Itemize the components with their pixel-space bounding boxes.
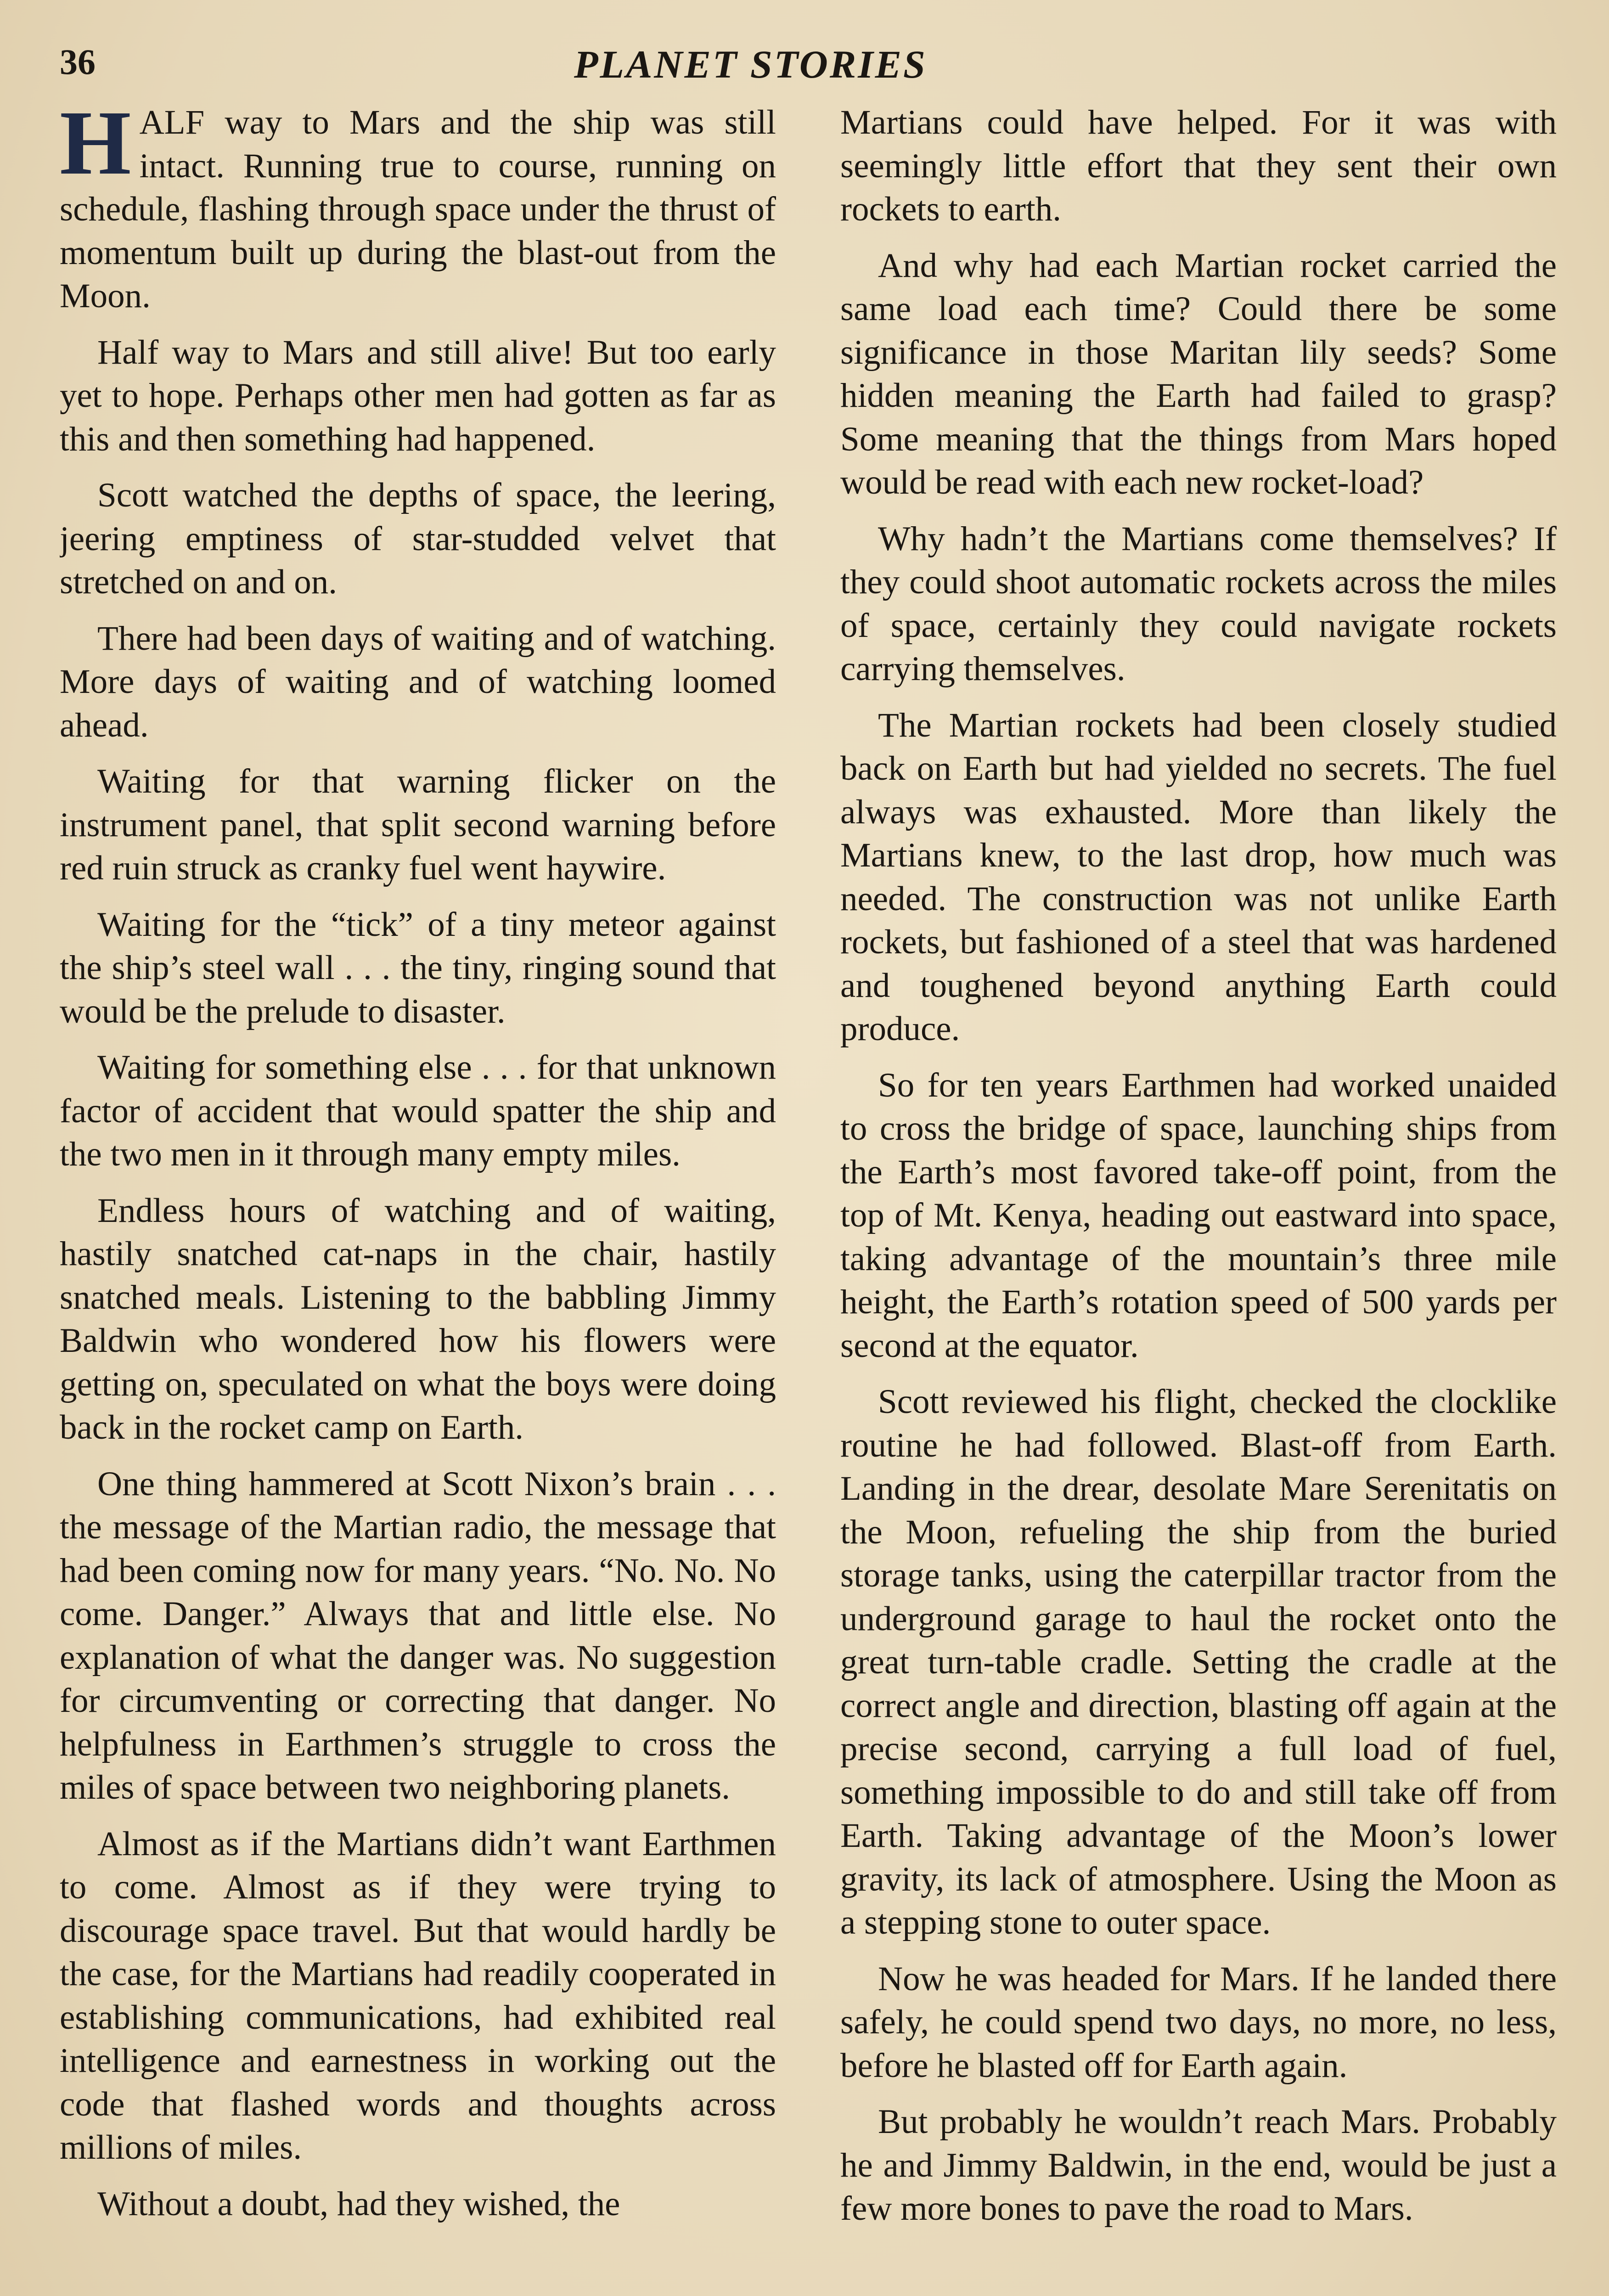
paragraph: And why had each Martian rocket carried the same load each time? Could there be some significance in those Maritan lily seeds? Some hidden meaning the Earth had failed to grasp? Some meaning that the things from Mars hoped would be read with each new rocket-load? [840, 246, 1557, 501]
paragraph: Why hadn’t the Martians come themselves? If they could shoot automatic rockets across the miles of space, certainly they could navigate rockets carrying themselves. [840, 519, 1557, 688]
paragraph: There had been days of waiting and of watching. More days of waiting and of watching loomed ahead. [60, 619, 776, 744]
paragraph: Almost as if the Martians didn’t want Earthmen to come. Almost as if they were trying to discourage space travel. But that would hardly be the case, for the Martians had readily cooperated in establishing communications, had exhibited real intelligence and earnestness in working out the code that flashed words and thoughts across millions of miles. [60, 1824, 776, 2167]
paragraph: The Martian rockets had been closely studied back on Earth but had yielded no secrets. The fuel always was exhausted. More than likely the Martians knew, to the last drop, how much was needed. The construction was not unlike Earth rockets, but fashioned of a steel that was hardened and toughened beyond anything Earth could produce. [840, 706, 1557, 1048]
paragraph: But probably he wouldn’t reach Mars. Probably he and Jimmy Baldwin, in the end, would be just a few more bones to pave the road to Mars. [840, 2103, 1557, 2228]
page-number: 36 [60, 42, 96, 82]
paragraph: Waiting for the “tick” of a tiny meteor against the ship’s steel wall . . . the tiny, ringing sound that would be the prelude to disaster. [60, 905, 776, 1030]
paragraph: Scott reviewed his flight, checked the clocklike routine he had followed. Blast-off from Earth. Landing in the drear, desolate Mare Serenitatis on the Moon, refueling the ship from the buried storage tanks, using the caterpillar tractor from the underground garage to haul the rocket onto the great turn-table cradle. Setting the cradle at the correct angle and direction, blasting off again at the precise second, carrying a full load of fuel, something impossible to do and still take off from Earth. Taking advantage of the Moon’s lower gravity, its lack of atmosphere. Using the Moon as a stepping stone to outer space. [840, 1383, 1557, 1941]
paragraph: Waiting for that warning flicker on the instrument panel, that split second warning before red ruin struck as cranky fuel went haywire. [60, 762, 776, 887]
story-columns [60, 101, 1557, 2296]
opening-paragraph [60, 101, 776, 318]
paragraph: One thing hammered at Scott Nixon’s brain . . . the message of the Martian radio, the message that had been coming now for many years. “No. No. No come. Danger.” Always that and little else. No explanation of what the danger was. No suggestion for circumventing or correcting that danger. No helpfulness in Earthmen’s struggle to cross the miles of space between two neighboring planets. [60, 1464, 776, 1806]
paragraph: Half way to Mars and still alive! But too early yet to hope. Perhaps other men had gotten as far as this and then something had happened. [60, 333, 776, 458]
running-head [60, 41, 1566, 92]
drop-cap: H [60, 101, 131, 194]
paragraph: Without a doubt, had they wished, the [97, 2184, 620, 2223]
paragraph: Scott watched the depths of space, the leering, jeering emptiness of star-studded velvet that stretched on and on. [60, 476, 776, 601]
left-column [60, 101, 776, 2296]
right-column [840, 101, 1557, 2296]
opening-paragraph-text: ALF way to Mars and the ship was still intact. Running true to course, running on schedule, flashing through space under the thrust of momentum built up during the blast-out from the Moon. [60, 103, 776, 315]
paragraph: So for ten years Earthmen had worked unaided to cross the bridge of space, launching ships from the Earth’s most favored take-off point, from the top of Mt. Kenya, heading out eastward into space, taking advantage of the mountain’s three mile height, the Earth’s rotation speed of 500 yards per second at the equator. [840, 1066, 1557, 1365]
continued-paragraph: Martians could have helped. For it was with seemingly little effort that they sent their own rockets to earth. [840, 103, 1557, 228]
paragraph: Endless hours of watching and of waiting, hastily snatched cat-naps in the chair, hastily snatched meals. Listening to the babbling Jimmy Baldwin who wondered how his flowers were getting on, speculated on what the boys were doing back in the rocket camp on Earth. [60, 1191, 776, 1446]
paragraph: Now he was headed for Mars. If he landed there safely, he could spend two days, no more, no less, before he blasted off for Earth again. [840, 1959, 1557, 2085]
magazine-title: PLANET STORIES [574, 42, 927, 86]
paragraph: Waiting for something else . . . for that unknown factor of accident that would spatter the ship and the two men in it through many empty miles. [60, 1048, 776, 1173]
